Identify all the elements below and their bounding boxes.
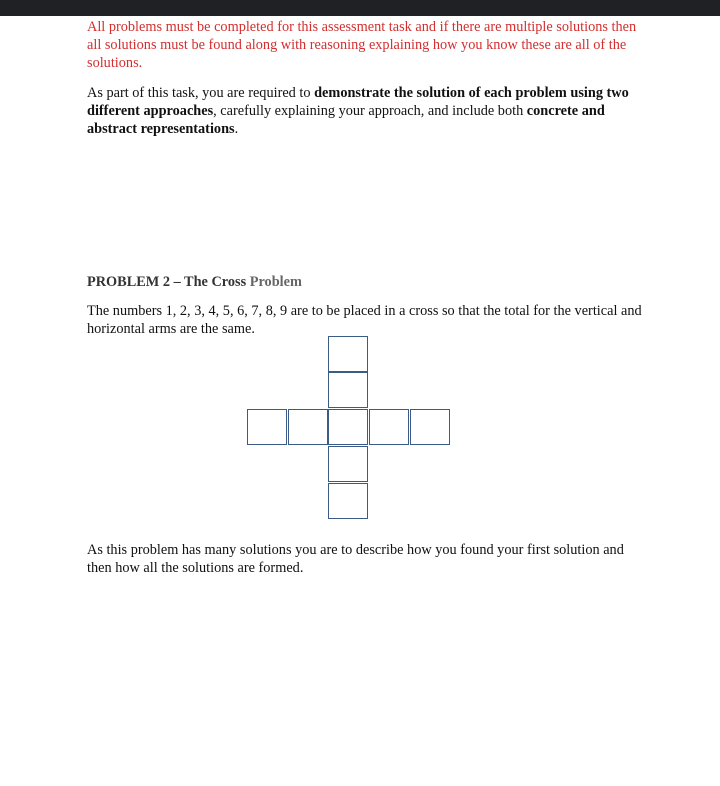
cross-cell-right-1 [369,409,409,445]
document-page [87,18,647,138]
instructions-text: As part of this task, you are required to [87,85,315,101]
instructions-bold-approaches: two different approaches [87,85,629,119]
cross-cell-top-2 [328,372,368,408]
cross-cell-bottom-1 [328,446,368,482]
cross-cell-left-2 [288,409,328,445]
problem-heading [87,274,302,291]
instructions-bold-abstract: and abstract representations [87,103,605,137]
cross-cell-top-1 [328,336,368,372]
instructions-bold-demonstrate: demonstrate the solution of each problem using [314,85,603,101]
cross-cell-left-1 [247,409,287,445]
cross-cell-center [328,409,368,445]
cross-cell-right-2 [410,409,450,445]
instructions-text-2: , carefully explaining your approach, and include both [213,103,527,119]
cross-cell-bottom-2 [328,483,368,519]
viewer-top-bar [0,0,720,16]
problem-description: The numbers 1, 2, 3, 4, 5, 6, 7, 8, 9 are to be placed in a cross so that the total for the vertical and horizontal arms are the same. [87,303,642,337]
assessment-warning: All problems must be completed for this assessment task and if there are multiple solutions then all solutions must be found along with reasoning explaining how you know these are all of the solutions. [87,19,637,71]
problem-heading-prefix: PROBLEM 2 – The Cross [87,274,250,290]
task-instructions [87,84,647,138]
problem-heading-suffix: Problem [249,274,302,290]
closing-instructions: As this problem has many solutions you are to describe how you found your first solution and then how all the solutions are formed. [87,542,624,576]
instructions-bold-concrete: concrete [526,103,579,119]
instructions-end: . [234,121,239,137]
